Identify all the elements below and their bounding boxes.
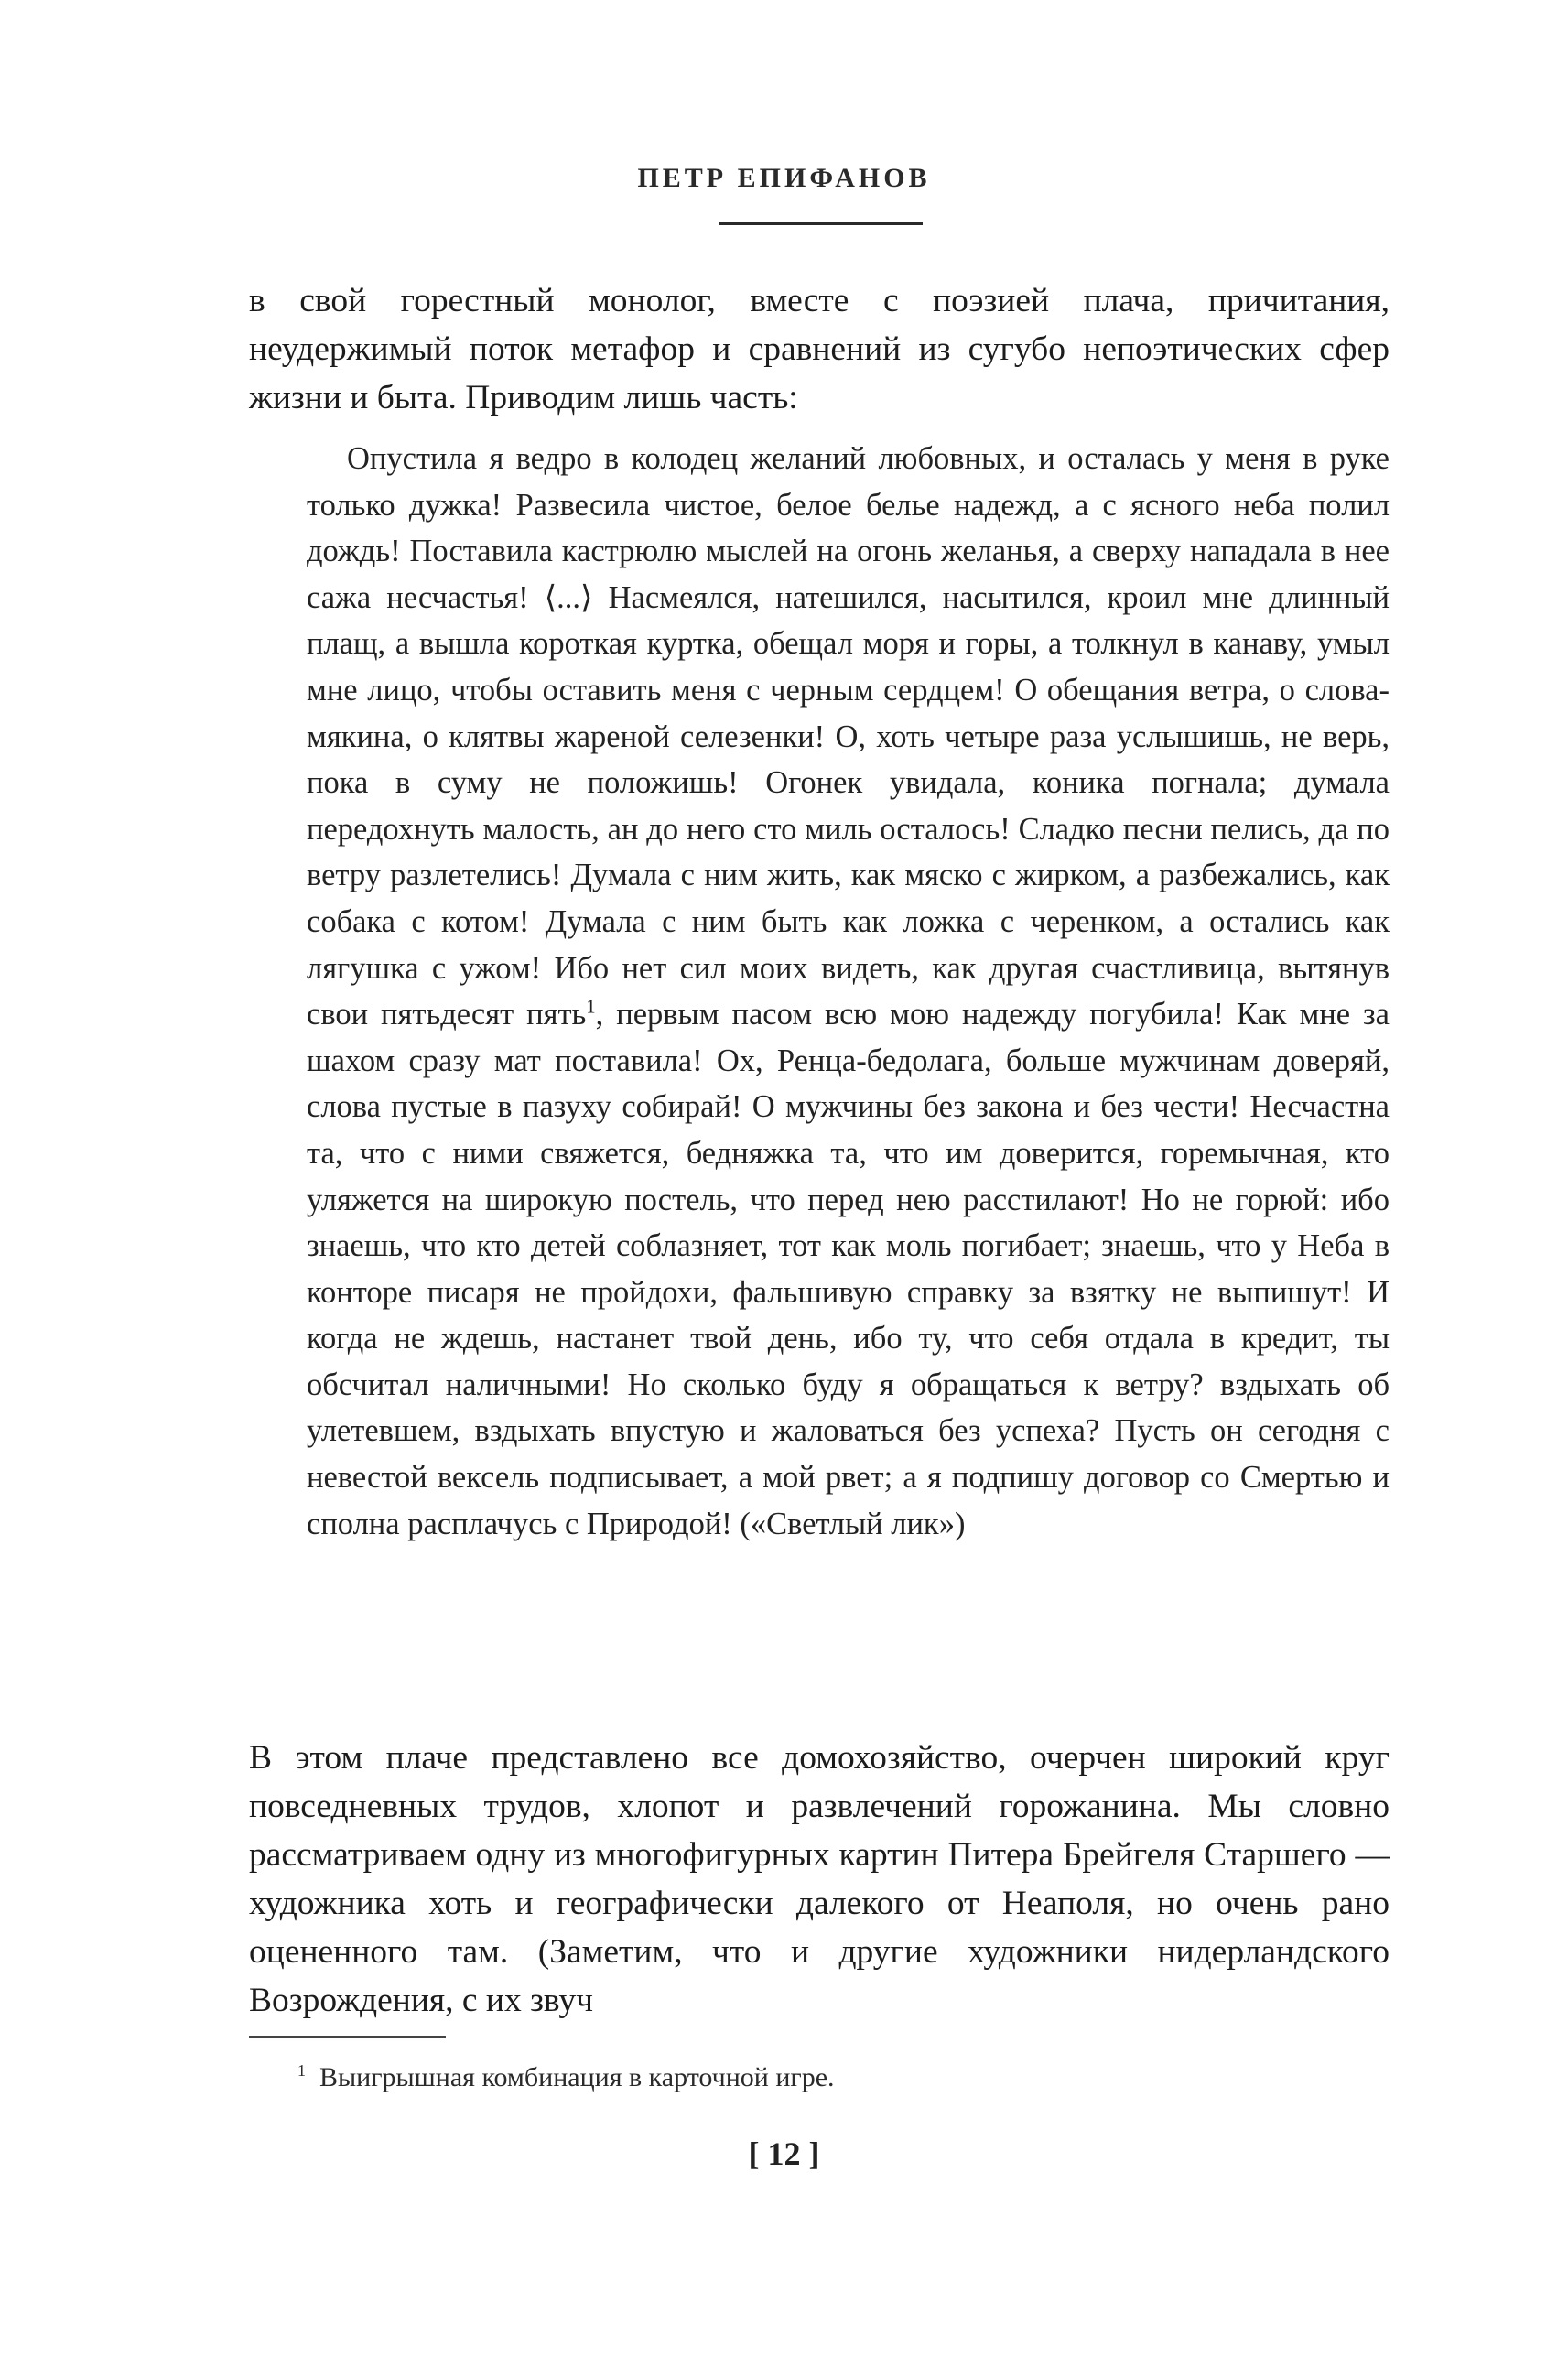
running-head: ПЕТР ЕПИФАНОВ xyxy=(637,163,931,193)
footnote xyxy=(297,2059,835,2096)
footnote-text: Выигрышная комбинация в карточной игре. xyxy=(319,2062,835,2092)
page-number: [ 12 ] xyxy=(748,2135,820,2172)
footnote-rule xyxy=(249,2036,446,2038)
paragraph-intro: в свой горестный монолог, вместе с поэзией плача, причитания, неудержимый поток метафор и сравнений из сугубо непоэтических сфер жизни и быта. Приводим лишь часть: xyxy=(249,282,1390,416)
quote-text-part-1: Опустила я ведро в колодец желаний любовных, и осталась у меня в руке только дужка! Развесила чистое, белое белье надежд, а с ясного неба полил дождь! Поставила кастрюлю мыслей на огонь желанья, а сверху нападала в нее сажа несчастья! ⟨...⟩ Насмеялся, натешился, насытился, кроил мне длинный плащ, а вышла короткая куртка, обещал моря и горы, а толкнул в канаву, умыл мне лицо, чтобы оставить меня с черным сердцем! О обещания ветра, о словамякина, о клятвы жареной селезенки! О, хоть четыре раза услышишь, не верь, пока в суму не положишь! Огонек увидала, коника погнала; думала передохнуть малость, ан до него сто миль осталось! Сладко песни пелись, да по ветру разлетелись! Думала с ним жить, как мяско с жирком, а разбежались, как собака с котом! Думала с ним быть как ложка с черенком, а остались как лягушка с ужом! Ибо нет сил моих видеть, как другая счастливица, вытянув свои пятьдесят пять xyxy=(307,441,1390,1032)
quote-text-part-2: , первым пасом всю мою надежду погубила! Как мне за шахом сразу мат поставила! Ох, Ренца-бедолага, больше мужчинам доверяй, слова пустые в пазуху собирай! О мужчины без закона и без чести! Несчастна та, что с ними свяжется, бедняжка та, что им доверится, горемычная, кто уляжется на широкую постель, что перед нею расстилают! Но не горюй: ибо знаешь, что кто детей соблазняет, тот как моль погибает; знаешь, что у Неба в конторе писаря не пройдохи, фальшивую справку за взятку не выпишут! И когда не ждешь, настанет твой день, ибо ту, что себя отдала в кредит, ты обсчитал наличными! Но сколько буду я обращаться к ветру? вздыхать об улетевшем, вздыхать впустую и жаловаться без успеха? Пусть он сегодня с невестой вексель подписывает, а мой рвет; а я подпишу договор со Смертью и сполна расплачусь с Природой! («Светлый лик») xyxy=(307,997,1390,1541)
block-quote xyxy=(307,436,1390,1547)
footnote-reference[interactable]: 1 xyxy=(586,997,596,1018)
paragraph-commentary: В этом плаче представлено все домохозяйство, очерчен широкий круг повседневных трудов, хлопот и развлечений горожанина. Мы словно рассматриваем одну из многофигурных картин Питера Брейгеля Старшего — художника хоть и географически далекого от Неаполя, но очень рано оцененного там. (Заметим, что и другие художники нидерландского Возрождения, с их звуч xyxy=(249,1739,1390,2019)
footnote-mark: 1 xyxy=(297,2061,306,2080)
header-rule xyxy=(719,222,923,225)
